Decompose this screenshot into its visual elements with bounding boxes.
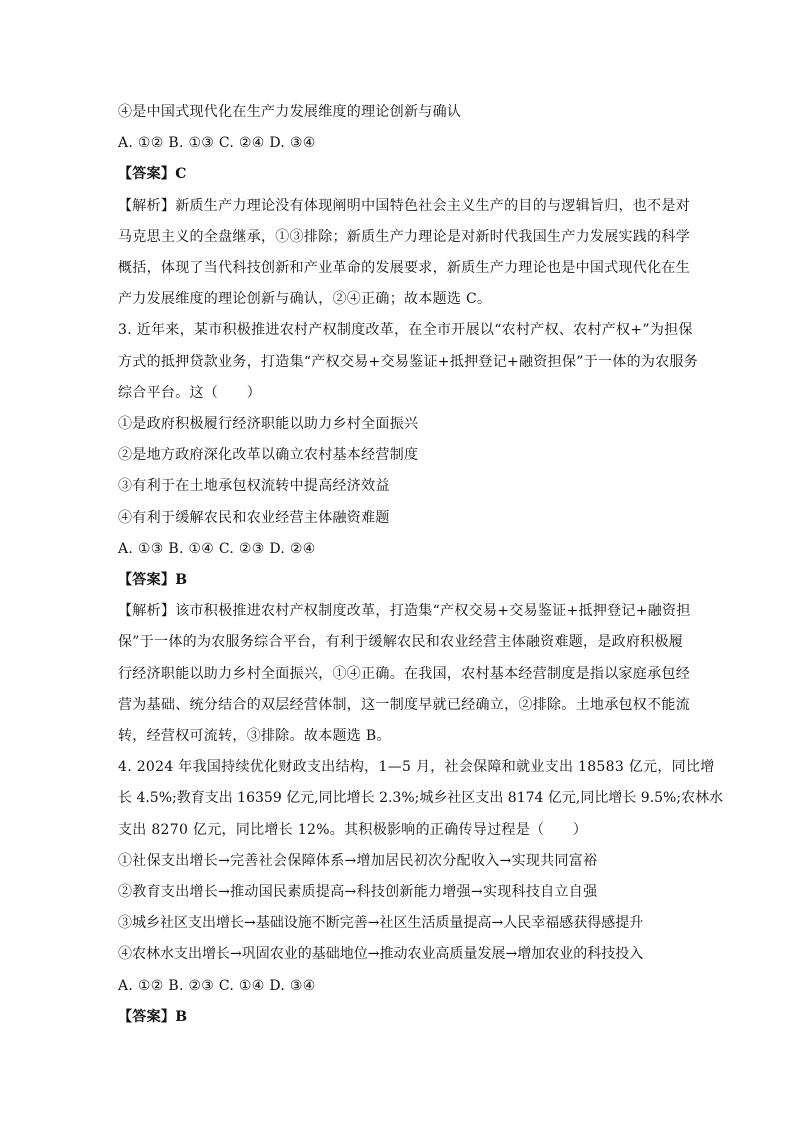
analysis-text: 概括，体现了当代科技创新和产业革命的发展要求，新质生产力理论也是中国式现代化在生 — [118, 260, 690, 276]
analysis-text: 产力发展维度的理论创新与确认，②④正确；故本题选 C。 — [118, 291, 492, 307]
answer-label: 【答案】C — [118, 166, 187, 182]
analysis-text: 行经济职能以助力乡村全面振兴，①④正确。在我国，农村基本经营制度是指以家庭承包经 — [118, 666, 690, 682]
option-statement-2: ②是地方政府深化改革以确立农村基本经营制度 — [118, 447, 419, 463]
analysis-text: 【解析】新质生产力理论没有体现阐明中国特色社会主义生产的目的与逻辑旨归，也不是对 — [118, 198, 690, 214]
option-statement-3: ③城乡社区支出增长→基础设施不断完善→社区生活质量提高→人民幸福感获得感提升 — [118, 915, 644, 931]
answer-choices: A. ①② B. ①③ C. ②④ D. ③④ — [118, 135, 316, 151]
option-statement-1: ①是政府积极履行经济职能以助力乡村全面振兴 — [118, 416, 419, 432]
question-stem: 方式的抵押贷款业务，打造集“产权交易+交易鉴证+抵押登记+融资担保”于一体的为农服务 — [118, 354, 699, 370]
answer-label: 【答案】B — [118, 1009, 188, 1025]
analysis-text: 转，经营权可流转，③排除。故本题选 B。 — [118, 728, 391, 744]
option-statement-4: ④有利于缓解农民和农业经营主体融资难题 — [118, 510, 390, 526]
analysis-text: 保”于一体的为农服务综合平台，有利于缓解农民和农业经营主体融资难题，是政府积极履 — [118, 634, 684, 650]
analysis-text: 【解析】该市积极推进农村产权制度改革，打造集“产权交易+交易鉴证+抵押登记+融资担 — [118, 603, 691, 619]
question-stem: 长 4.5%;教育支出 16359 亿元,同比增长 2.3%;城乡社区支出 8174 亿元,同比增长 9.5%;农林水 — [118, 790, 724, 806]
option-statement-2: ②教育支出增长→推动国民素质提高→科技创新能力增强→实现科技自立自强 — [118, 884, 598, 900]
answer-label: 【答案】B — [118, 572, 188, 588]
question-stem: 4. 2024 年我国持续优化财政支出结构，1—5 月，社会保障和就业支出 18583 亿元，同比增 — [118, 759, 715, 775]
answer-choices: A. ①③ B. ①④ C. ②③ D. ②④ — [118, 541, 316, 557]
question-stem: 支出 8270 亿元，同比增长 12%。其积极影响的正确传导过程是（ ） — [118, 822, 588, 838]
option-statement-4: ④是中国式现代化在生产力发展维度的理论创新与确认 — [118, 104, 462, 120]
question-stem: 综合平台。这（ ） — [118, 385, 261, 401]
option-statement-4: ④农林水支出增长→巩固农业的基础地位→推动农业高质量发展→增加农业的科技投入 — [118, 946, 644, 962]
answer-choices: A. ①② B. ②③ C. ①④ D. ③④ — [118, 978, 316, 994]
analysis-text: 营为基础、统分结合的双层经营体制，这一制度早就已经确立，②排除。土地承包权不能流 — [118, 697, 690, 713]
option-statement-1: ①社保支出增长→完善社会保障体系→增加居民初次分配收入→实现共同富裕 — [118, 853, 598, 869]
analysis-text: 马克思主义的全盘继承，①③排除；新质生产力理论是对新时代我国生产力发展实践的科学 — [118, 229, 690, 245]
option-statement-3: ③有利于在土地承包权流转中提高经济效益 — [118, 478, 390, 494]
question-stem: 3. 近年来，某市积极推进农村产权制度改革，在全市开展以“农村产权、农村产权+”为担保 — [118, 322, 693, 338]
